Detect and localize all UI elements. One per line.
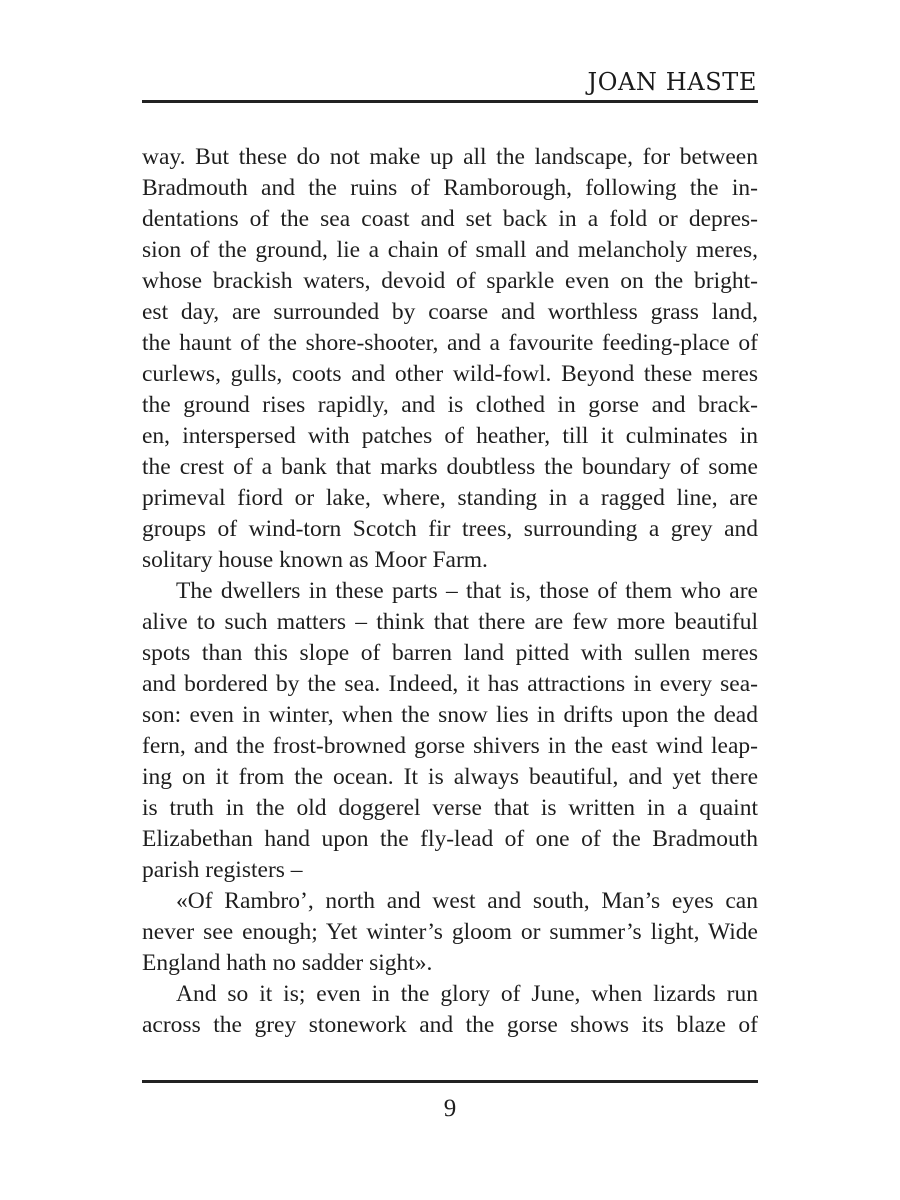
text-line: primeval fiord or lake, where, standing in a ragged line, are <box>142 485 758 511</box>
text-line: way. But these do not make up all the landscape, for between <box>142 144 758 170</box>
text-line: the crest of a bank that marks doubtless the boundary of some <box>142 454 758 480</box>
text-line: Bradmouth and the ruins of Ramborough, following the in- <box>142 175 758 201</box>
footer-rule <box>142 1080 758 1083</box>
text-line: England hath no sadder sight». <box>142 950 433 976</box>
text-line: sion of the ground, lie a chain of small and melancholy meres, <box>142 237 758 263</box>
text-line: the haunt of the shore-shooter, and a favourite feeding-place of <box>142 330 758 356</box>
running-header-title: JOAN HASTE <box>587 68 757 96</box>
page-number: 9 <box>443 1095 457 1122</box>
text-line: The dwellers in these parts – that is, those of them who are <box>176 578 758 604</box>
text-line: the ground rises rapidly, and is clothed in gorse and brack- <box>142 392 758 418</box>
text-line: solitary house known as Moor Farm. <box>142 547 488 573</box>
text-line: curlews, gulls, coots and other wild-fowl. Beyond these meres <box>142 361 758 387</box>
text-line: Elizabethan hand upon the fly-lead of one of the Bradmouth <box>142 826 758 852</box>
text-line: ing on it from the ocean. It is always beautiful, and yet there <box>142 764 758 790</box>
text-line: across the grey stonework and the gorse shows its blaze of <box>142 1012 758 1038</box>
header-rule <box>142 100 758 103</box>
text-line: dentations of the sea coast and set back in a fold or depres- <box>142 206 758 232</box>
body-text <box>142 142 758 1041</box>
text-line: en, interspersed with patches of heather, till it culminates in <box>142 423 758 449</box>
text-line: spots than this slope of barren land pitted with sullen meres <box>142 640 758 666</box>
text-line: whose brackish waters, devoid of sparkle even on the bright- <box>142 268 758 294</box>
text-line: «Of Rambro’, north and west and south, Man’s eyes can <box>176 888 758 914</box>
text-line: And so it is; even in the glory of June, when lizards run <box>176 981 758 1007</box>
text-line: parish registers – <box>142 857 303 883</box>
text-line: is truth in the old doggerel verse that is written in a quaint <box>142 795 758 821</box>
text-line: fern, and the frost-browned gorse shivers in the east wind leap- <box>142 733 758 759</box>
text-line: never see enough; Yet winter’s gloom or summer’s light, Wide <box>142 919 758 945</box>
text-line: groups of wind-torn Scotch fir trees, surrounding a grey and <box>142 516 758 542</box>
text-line: alive to such matters – think that there are few more beautiful <box>142 609 758 635</box>
text-line: and bordered by the sea. Indeed, it has attractions in every sea- <box>142 671 758 697</box>
text-line: est day, are surrounded by coarse and worthless grass land, <box>142 299 758 325</box>
text-line: son: even in winter, when the snow lies in drifts upon the dead <box>142 702 758 728</box>
